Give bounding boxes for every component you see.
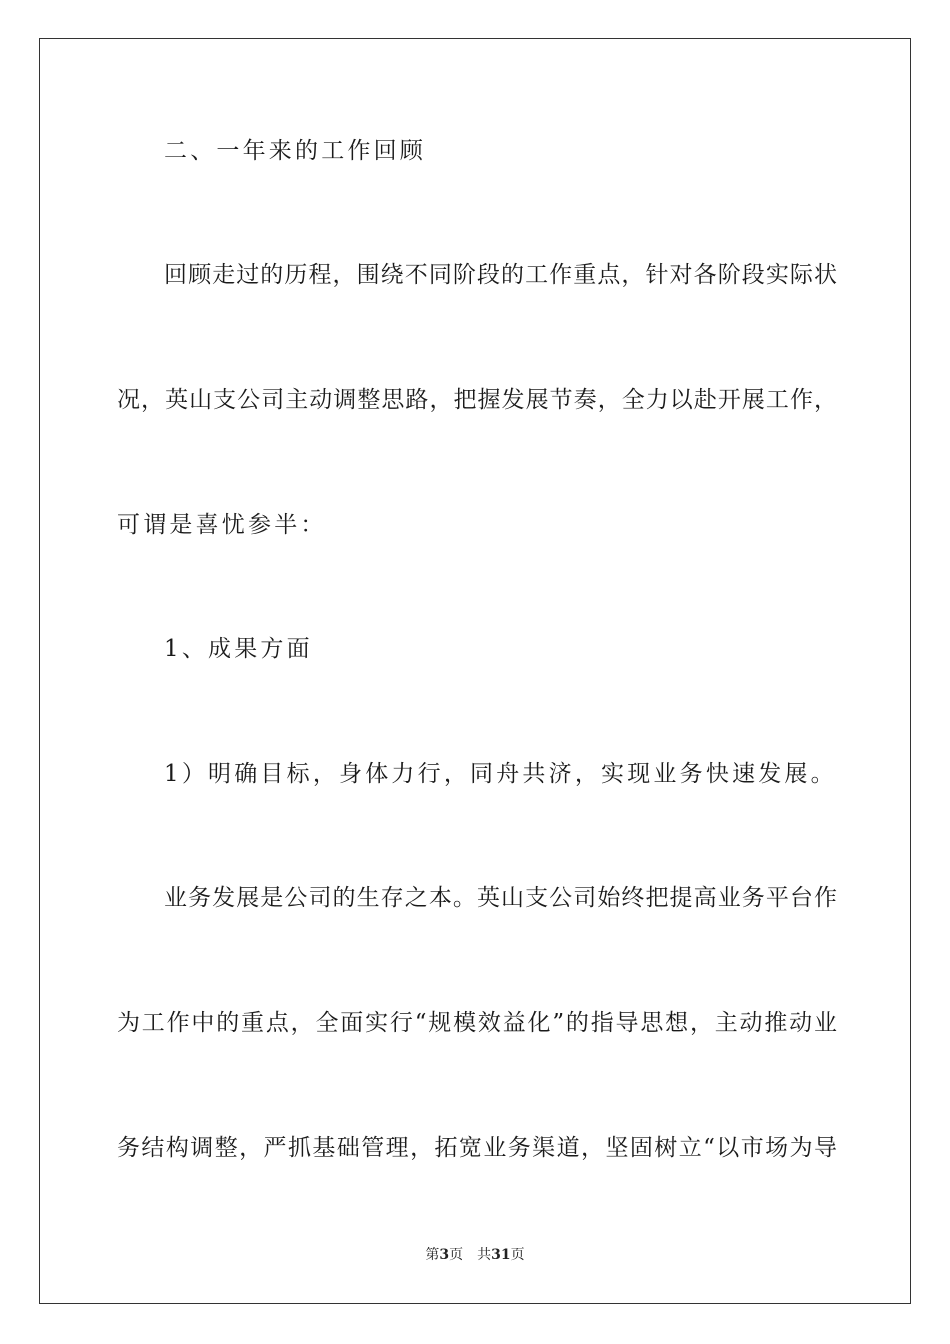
- page-border: [39, 38, 911, 1304]
- section-heading: 二、一年来的工作回顾: [164, 138, 426, 164]
- footer-total-suffix: 页: [510, 1247, 525, 1263]
- footer-page-suffix: 页: [449, 1247, 464, 1263]
- footer-total-prefix: 共: [477, 1247, 492, 1263]
- item-heading: 1）明确目标，身体力行，同舟共济，实现业务快速发展。: [164, 761, 837, 787]
- paragraph-line: 业务发展是公司的生存之本。英山支公司始终把提高业务平台作: [164, 885, 837, 911]
- footer-page-prefix: 第: [425, 1247, 440, 1263]
- paragraph-line: 可谓是喜忧参半：: [117, 512, 327, 538]
- paragraph-line: 务结构调整，严抓基础管理，拓宽业务渠道，坚固树立“以市场为导: [117, 1135, 837, 1161]
- paragraph-line: 况，英山支公司主动调整思路，把握发展节奏，全力以赴开展工作，: [117, 387, 837, 413]
- subsection-heading: 1、成果方面: [164, 636, 313, 662]
- paragraph-line: 为工作中的重点，全面实行“规模效益化”的指导思想，主动推动业: [117, 1010, 837, 1036]
- page-footer: [0, 1246, 950, 1264]
- footer-page-number: 3: [439, 1247, 450, 1263]
- footer-total-pages: 31: [491, 1247, 511, 1263]
- paragraph-line: 回顾走过的历程，围绕不同阶段的工作重点，针对各阶段实际状: [164, 262, 837, 288]
